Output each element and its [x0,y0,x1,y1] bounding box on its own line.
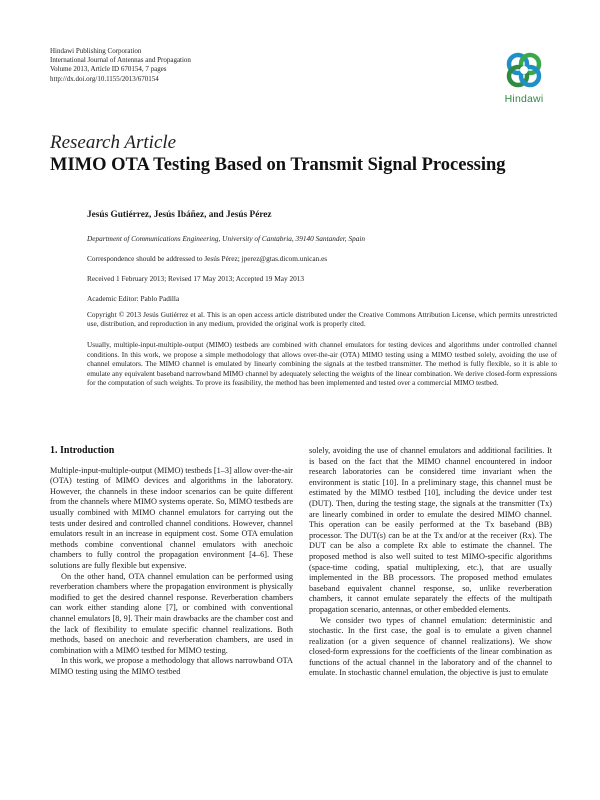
paragraph: On the other hand, OTA channel emulation can be performed using reverberation chambers where the propagation environment is physically modified to get the desired channel response. Reverberation chambers can work either standing alone [7], or combined with conventional channel emulators [8, 9]. Their main drawbacks are the chamber cost and the lack of flexibility to emulate specific channel realizations. Both methods, based on anechoic and reverberation chambers, are used in combination with a MIMO testbed for MIMO testing. [50,571,293,655]
volume-info: Volume 2013, Article ID 670154, 7 pages [50,65,167,74]
journal-name: International Journal of Antennas and Propagation [50,56,191,65]
paper-title: MIMO OTA Testing Based on Transmit Signal Processing [50,155,506,175]
article-type: Research Article [50,132,177,153]
academic-editor: Academic Editor: Pablo Padilla [87,294,180,303]
publication-info [50,47,350,84]
authors: Jesús Gutiérrez, Jesús Ibáñez, and Jesús Pérez [87,210,272,220]
paragraph: solely, avoiding the use of channel emulators and additional facilities. It is based on the fact that the MIMO channel encountered in indoor research laboratories can be considered time invariant when the environment is static [10]. In a preliminary stage, this channel must be estimated by the MIMO testbed [10], including the device under test (DUT). Then, during the testing stage, the signals at the transmitter (Tx) are linearly combined in order to emulate the desired MIMO channel. This operation can be easily performed at the Tx baseband (BB) processor. The DUT(s) can be at the Tx and/or at the receiver (Rx). The DUT can be also a complete Rx able to estimate the channel. The proposed method is also well suited to test MIMO-specific algorithms (space-time coding, spatial multiplexing, etc.), that are usually implemented in the BB processors. The proposed method emulates baseband equivalent channel response, so, unlike reverberation chambers, it cannot emulate separately the effects of the multipath propagation scenario, antennas, or other embedded elements. [309,446,552,614]
section-heading: 1. Introduction [50,445,115,456]
copyright-notice: Copyright © 2013 Jesús Gutiérrez et al. This is an open access article distributed under the Creative Commons Attribution License, which permits unrestricted use, distribution, and reproduction in any medium, provided the original work is properly cited. [87,310,557,328]
correspondence: Correspondence should be addressed to Jesús Pérez; jperez@gtas.dicom.unican.es [87,254,328,263]
abstract: Usually, multiple-input-multiple-output (MIMO) testbeds are combined with channel emulators for testing devices and algorithms under controlled channel conditions. In this work, we propose a simple methodology that allows over-the-air (OTA) MIMO testing using a MIMO testbed solely, avoiding the use of channel emulators. The MIMO channel is emulated by linearly combining the signals at the testbed transmitter. The method is fully flexible, so it is able to emulate any equivalent baseband narrowband MIMO channel by adequately selecting the weights of the linear combination. We derive closed-form expressions for the computation of such weights. To prove its feasibility, the method has been implemented and tested over a commercial MIMO testbed. [87,340,557,387]
left-column [50,446,293,677]
paragraph: We consider two types of channel emulation: deterministic and stochastic. In the first case, the goal is to emulate a given channel realization (or a given sequence of channel realizations). We show closed-form expressions for the coefficients of the linear combination as functions of the actual channel in the laboratory and of the channel to emulate. In stochastic channel emulation, the objective is just to emulate [309,615,552,678]
hindawi-logo [494,50,554,108]
right-column [309,446,552,679]
paragraph: In this work, we propose a methodology that allows narrowband OTA MIMO testing using the MIMO testbed [50,656,293,676]
publisher-name: Hindawi Publishing Corporation [50,47,142,55]
affiliation: Department of Communications Engineering, University of Cantabria, 39140 Santander, Spain [87,234,366,243]
publication-dates: Received 1 February 2013; Revised 17 May 2013; Accepted 19 May 2013 [87,274,305,283]
hindawi-rings-icon [504,50,544,90]
logo-text: Hindawi [504,93,544,105]
paragraph: Multiple-input-multiple-output (MIMO) testbeds [1–3] allow over-the-air (OTA) testing of MIMO devices and algorithms in the laboratory. However, the channels in these indoor scenarios can be quite different from the channels where MIMO systems operate. So, MIMO testbeds are usually combined with MIMO channel emulators for carrying out the tests under desired and controlled channel conditions. However, channel emulators result in an increase in equipment cost. Some OTA emulation methods combine conventional channel emulators with anechoic chambers to fully control the propagation environment [4–6]. These solutions are fully flexible but expensive. [50,465,293,570]
doi-link[interactable]: http://dx.doi.org/10.1155/2013/670154 [50,74,159,83]
